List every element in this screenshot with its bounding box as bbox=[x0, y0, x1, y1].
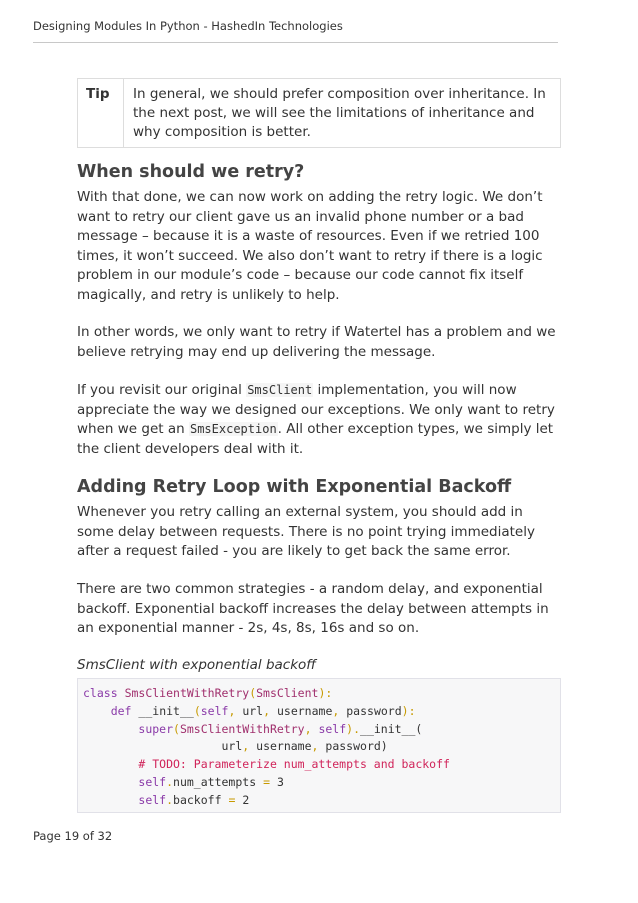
code-line: class SmsClientWithRetry(SmsClient): bbox=[83, 686, 333, 700]
code-line: # TODO: Parameterize num_attempts and backoff bbox=[138, 757, 450, 772]
paragraph bbox=[77, 381, 561, 459]
code-line: def __init__(self, url, username, password): bbox=[110, 703, 416, 718]
text-run: . All other exception types, we simply let the client developers deal with it. bbox=[77, 421, 554, 457]
paragraph: In other words, we only want to retry if Watertel has a problem and we believe retrying may end up delivering the message. bbox=[77, 324, 556, 360]
section-heading-backoff: Adding Retry Loop with Exponential Backoff bbox=[77, 477, 512, 497]
running-header: Designing Modules In Python - HashedIn Technologies bbox=[33, 19, 343, 33]
tip-label: Tip bbox=[78, 79, 124, 147]
page-number: Page 19 of 32 bbox=[33, 829, 113, 843]
text-run: If you revisit our original bbox=[77, 382, 247, 398]
section-heading-retry: When should we retry? bbox=[77, 162, 305, 182]
paragraph: Whenever you retry calling an external system, you should add in some delay between requests. There is no point trying immediately after a request failed - you are likely to get back the same error. bbox=[77, 504, 535, 559]
code-line: url, username, password) bbox=[221, 739, 388, 754]
code-line: self.num_attempts = 3 bbox=[138, 774, 284, 789]
tip-text: In general, we should prefer composition over inheritance. In the next post, we will see the limitations of inheritance and why composition is better. bbox=[133, 86, 546, 140]
code-block bbox=[77, 678, 561, 813]
inline-code: SmsClient bbox=[247, 383, 313, 397]
paragraph: There are two common strategies - a random delay, and exponential backoff. Exponential backoff increases the delay between attempts in an exponential manner - 2s, 4s, 8s, 16s and so on. bbox=[77, 581, 549, 636]
header-divider bbox=[33, 42, 558, 43]
code-caption: SmsClient with exponential backoff bbox=[77, 657, 317, 673]
code-line: super(SmsClientWithRetry, self).__init__( bbox=[138, 721, 423, 736]
code-line: self.backoff = 2 bbox=[138, 792, 250, 807]
text-run: implementation, you will now appreciate the way we designed our exceptions. We only want to retry when we get an bbox=[77, 382, 555, 437]
paragraph: With that done, we can now work on adding the retry logic. We don’t want to retry our client gave us an invalid phone number or a bad message – because it is a waste of resources. Even if we retried 100 times, it won’t succeed. We also don’t want to retry if there is a logic problem in our module’s code – because our code cannot fix itself magically, and retry is unlikely to help. bbox=[77, 189, 543, 303]
tip-admonition bbox=[77, 78, 561, 148]
inline-code: SmsException bbox=[189, 422, 277, 436]
